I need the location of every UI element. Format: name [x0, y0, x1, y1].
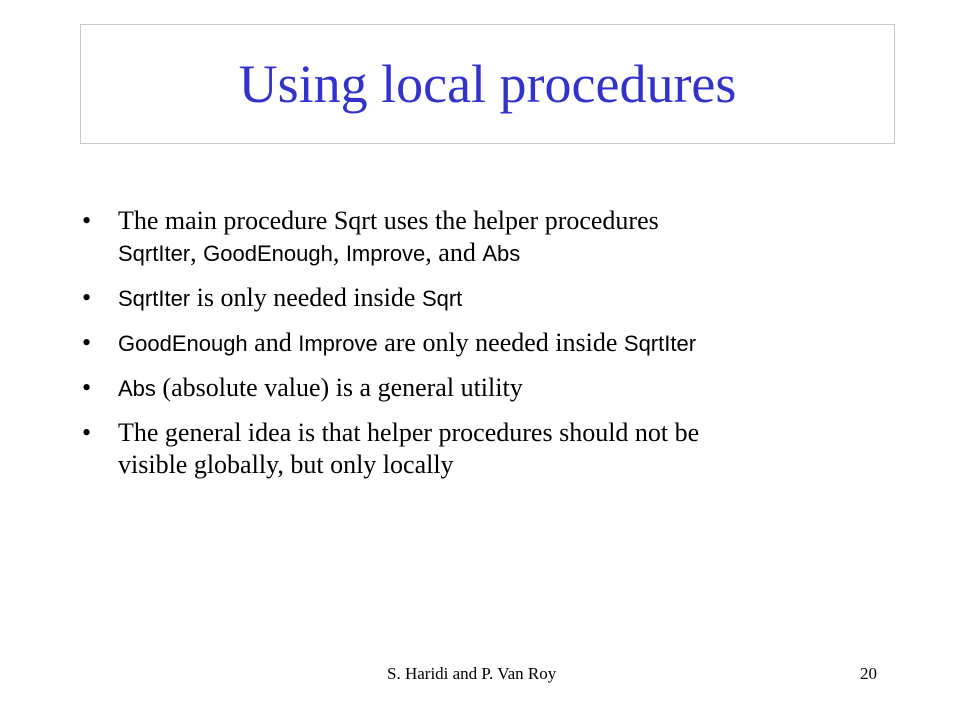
page-number: 20 [860, 664, 877, 683]
procedure-name: SqrtIter [623, 331, 697, 356]
bullet-text: The general idea is that helper procedures should not be [118, 418, 700, 447]
bullet-item [82, 205, 882, 270]
bullet-marker: • [82, 373, 92, 402]
procedure-name: Abs [482, 241, 521, 266]
title-box [80, 24, 895, 144]
bullet-marker: • [82, 418, 92, 447]
bullet-line [118, 372, 882, 405]
bullet-text: The main procedure Sqrt uses the helper procedures [118, 206, 659, 235]
bullet-list [82, 205, 882, 493]
bullet-text: is only needed inside [190, 283, 422, 312]
procedure-name: GoodEnough [203, 241, 333, 266]
slide-title: Using local procedures [238, 54, 737, 114]
procedure-name: Sqrt [421, 286, 463, 311]
procedure-name: Improve [298, 331, 378, 356]
bullet-text: , [332, 238, 346, 267]
bullet-text: (absolute value) is a general utility [155, 373, 523, 402]
bullet-item [82, 282, 882, 315]
procedure-name: Improve [345, 241, 426, 266]
bullet-text: are only needed inside [377, 328, 624, 357]
bullet-line [118, 327, 882, 360]
bullet-text: and [247, 328, 299, 357]
bullet-text: visible globally, but only locally [118, 450, 454, 479]
bullet-marker: • [82, 283, 92, 312]
bullet-line [118, 237, 882, 270]
bullet-item [82, 372, 882, 405]
procedure-name: Abs [118, 376, 156, 401]
bullet-line [118, 449, 882, 481]
bullet-item [82, 417, 882, 481]
bullet-line [118, 205, 882, 237]
procedure-name: SqrtIter [118, 241, 191, 266]
bullet-text: , [190, 238, 204, 267]
bullet-item [82, 327, 882, 360]
bullet-line [118, 417, 882, 449]
footer-author: S. Haridi and P. Van Roy [387, 664, 557, 683]
bullet-line [118, 282, 882, 315]
bullet-text: , and [425, 238, 483, 267]
procedure-name: SqrtIter [118, 286, 191, 311]
bullet-marker: • [82, 328, 92, 357]
procedure-name: GoodEnough [118, 331, 248, 356]
bullet-marker: • [82, 206, 92, 235]
